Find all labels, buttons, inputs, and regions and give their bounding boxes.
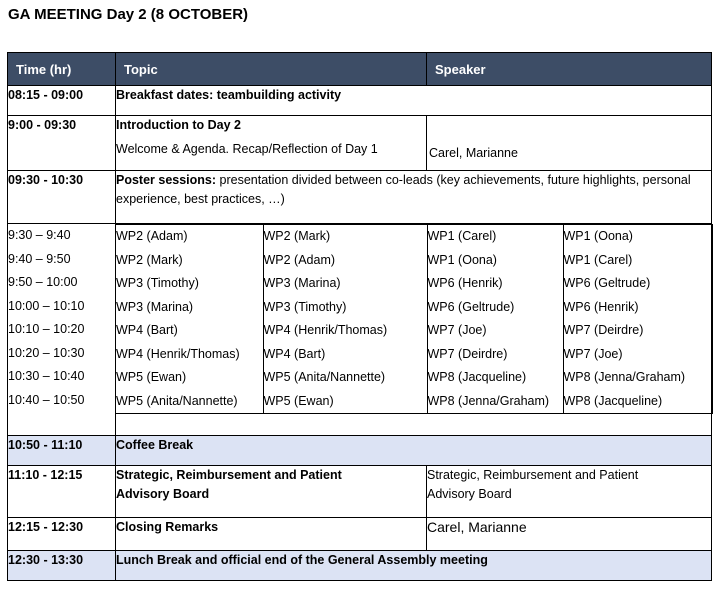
header-topic: Topic (116, 53, 427, 86)
slot-entry: WP4 (Henrik/Thomas) (263, 323, 388, 337)
row-intro (8, 116, 712, 171)
slot-column-3 (427, 225, 563, 414)
slot-entry: WP1 (Oona) (427, 252, 497, 267)
speaker-cell: Carel, Marianne (427, 116, 712, 171)
row-lunch (8, 551, 712, 581)
slot-entry: WP6 (Henrik) (427, 276, 503, 290)
row-closing (8, 518, 712, 551)
slot-entry: WP6 (Henrik) (563, 299, 639, 314)
page-title: GA MEETING Day 2 (8 OCTOBER) (8, 6, 249, 23)
slot-entry: WP3 (Marina) (116, 299, 194, 314)
header-speaker: Speaker (427, 53, 712, 86)
slot-entry: WP7 (Joe) (427, 323, 487, 337)
topic-cell: Breakfast dates: teambuilding activity (116, 86, 712, 116)
time-cell: 10:50 - 11:10 (8, 436, 116, 466)
time-cell: 12:30 - 13:30 (8, 551, 116, 581)
slot-entry: WP1 (Carel) (427, 229, 497, 243)
slot-entry: WP3 (Timothy) (116, 276, 199, 290)
slot-entry: WP6 (Geltrude) (427, 299, 515, 314)
slot-entry: WP7 (Joe) (563, 346, 623, 361)
slot-entry: WP5 (Ewan) (263, 393, 334, 408)
slot-time: 9:50 – 10:00 (8, 275, 78, 289)
slot-entry: WP7 (Deirdre) (563, 323, 644, 337)
slot-entry: WP1 (Carel) (563, 252, 633, 267)
topic-cell (116, 116, 427, 171)
row-coffee (8, 436, 712, 466)
slot-entry: WP8 (Jenna/Graham) (563, 370, 686, 384)
slot-entry: WP3 (Timothy) (263, 299, 347, 314)
slot-entry: WP6 (Geltrude) (563, 276, 651, 290)
slot-time: 10:40 – 10:50 (8, 392, 85, 407)
speaker-cell: Carel, Marianne (427, 518, 712, 551)
topic-bold: Poster sessions: (116, 173, 217, 187)
slot-entry: WP2 (Mark) (263, 229, 331, 243)
slot-column-2 (263, 225, 427, 414)
time-cell: 08:15 - 09:00 (8, 86, 116, 116)
slot-entry: WP8 (Jenna/Graham) (427, 393, 550, 408)
slot-column-4 (563, 225, 712, 414)
slot-entry: WP4 (Bart) (263, 346, 326, 361)
slot-entry: WP3 (Marina) (263, 276, 341, 290)
topic-rest: presentation divided between co-leads (key achievements, future highlights, personal experience, best practices, …) (116, 173, 691, 206)
slot-entry: WP2 (Adam) (263, 252, 336, 267)
slot-time: 9:40 – 9:50 (8, 251, 71, 266)
slot-entry: WP7 (Deirdre) (427, 346, 508, 361)
slot-entry: WP1 (Oona) (563, 229, 633, 243)
topic-cell (116, 171, 712, 224)
agenda-table (7, 52, 712, 581)
slot-entry: WP8 (Jacqueline) (427, 370, 527, 384)
header-time: Time (hr) (8, 53, 116, 86)
time-cell: 11:10 - 12:15 (8, 466, 116, 518)
topic-cell: Closing Remarks (116, 518, 427, 551)
slot-grid (116, 224, 712, 436)
slot-entry: WP5 (Anita/Nannette) (263, 370, 386, 384)
header-row (8, 53, 712, 86)
slot-time: 10:20 – 10:30 (8, 345, 85, 360)
slot-column-1 (116, 225, 263, 414)
slot-time: 10:10 – 10:20 (8, 322, 85, 336)
time-cell: 9:00 - 09:30 (8, 116, 116, 171)
slot-entry: WP4 (Henrik/Thomas) (116, 346, 240, 361)
slot-time: 10:30 – 10:40 (8, 369, 85, 383)
topic-cell: Lunch Break and official end of the General Assembly meeting (116, 551, 712, 581)
slot-entry: WP5 (Ewan) (116, 370, 187, 384)
time-cell: 09:30 - 10:30 (8, 171, 116, 224)
speaker-cell: Strategic, Reimbursement and Patient Advisory Board (427, 466, 712, 518)
row-poster (8, 171, 712, 224)
row-slots (8, 224, 712, 436)
slot-times (8, 224, 116, 436)
slot-entry: WP5 (Anita/Nannette) (116, 393, 238, 408)
row-breakfast (8, 86, 712, 116)
topic-title: Introduction to Day 2 (116, 118, 241, 132)
slot-time: 9:30 – 9:40 (8, 228, 71, 242)
slot-entry: WP8 (Jacqueline) (563, 393, 663, 408)
slot-entry: WP2 (Adam) (116, 229, 188, 243)
topic-subtitle: Welcome & Agenda. Recap/Reflection of Day 1 (116, 142, 378, 156)
slot-entry: WP2 (Mark) (116, 252, 183, 267)
slot-time: 10:00 – 10:10 (8, 298, 85, 313)
topic-cell: Coffee Break (116, 436, 712, 466)
time-cell: 12:15 - 12:30 (8, 518, 116, 551)
topic-cell: Strategic, Reimbursement and Patient Advisory Board (116, 466, 427, 518)
row-strategic (8, 466, 712, 518)
slot-entry: WP4 (Bart) (116, 323, 178, 337)
